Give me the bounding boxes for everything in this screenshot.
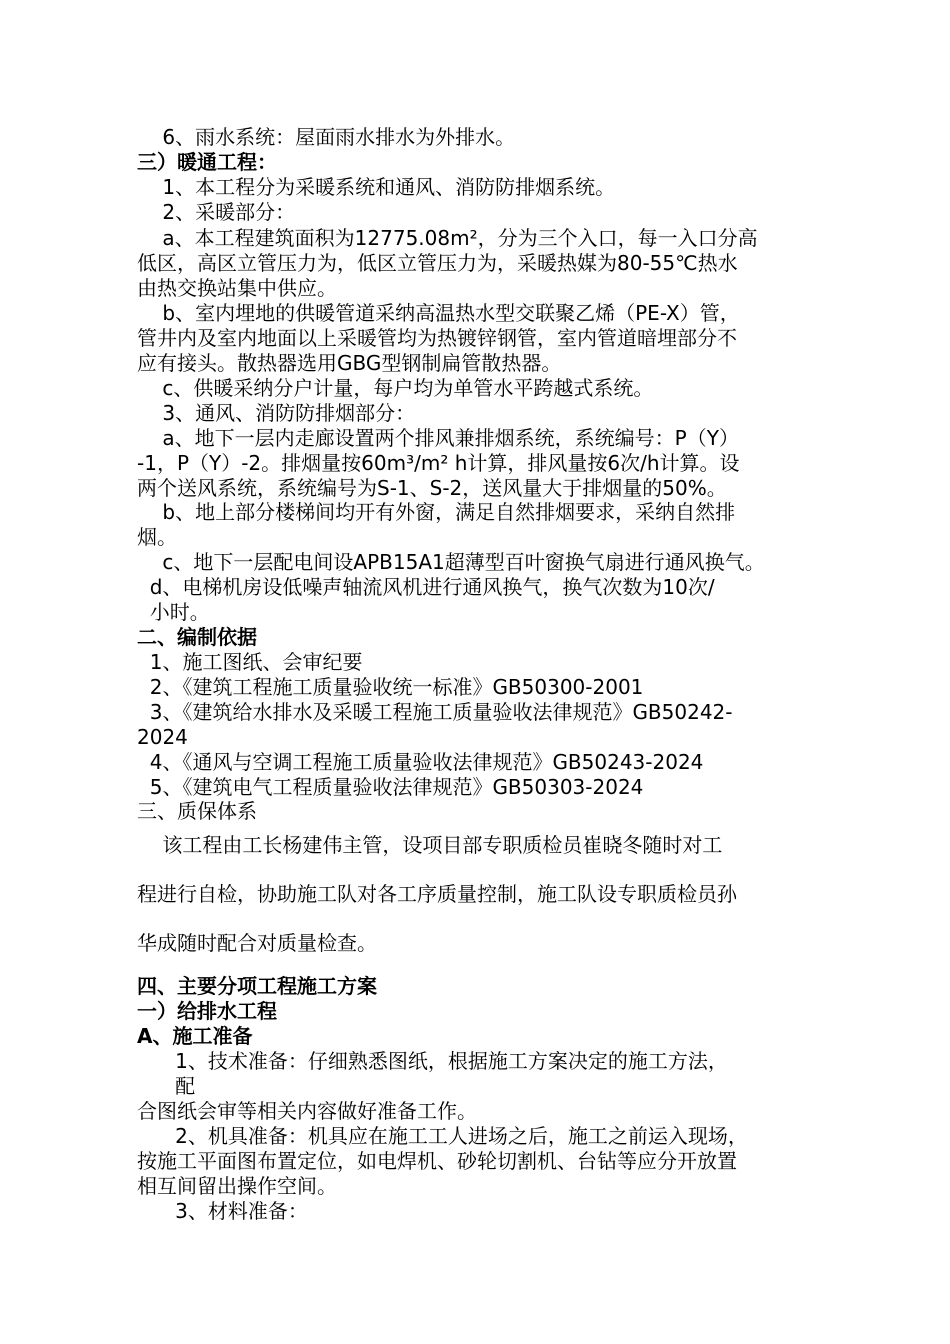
text-line: 1、施工图纸、会审纪要	[137, 650, 363, 674]
text-line: 该工程由工长杨建伟主管，设项目部专职质检员崔晓冬随时对工	[137, 833, 723, 857]
text-line: 按施工平面图布置定位，如电焊机、砂轮切割机、台钻等应分开放置	[137, 1149, 737, 1173]
text-line: 由热交换站集中供应。	[137, 276, 337, 300]
text-line: 1、本工程分为采暖系统和通风、消防防排烟系统。	[137, 175, 616, 199]
text-line: b、室内埋地的供暖管道采纳高温热水型交联聚乙烯（PE-X）管，	[137, 301, 740, 325]
text-line: d、电梯机房设低噪声轴流风机进行通风换气，换气次数为10次/	[137, 575, 715, 599]
text-line: 2、采暖部分：	[137, 200, 296, 224]
text-line: a、本工程建筑面积为12775.08m²，分为三个入口，每一入口分高	[137, 226, 758, 250]
text-line: 程进行自检，协助施工队对各工序质量控制，施工队设专职质检员孙	[137, 882, 737, 906]
text-line: 烟。	[137, 525, 177, 549]
text-line: 4、《通风与空调工程施工质量验收法律规范》GB50243-2024	[137, 750, 704, 774]
text-line: 3、材料准备：	[137, 1199, 308, 1223]
text-line: 3、通风、消防防排烟部分：	[137, 401, 416, 425]
text-line: 6、雨水系统：屋面雨水排水为外排水。	[137, 125, 516, 149]
text-line: 3、《建筑给水排水及采暖工程施工质量验收法律规范》GB50242-	[137, 700, 733, 724]
section-heading: A、施工准备	[137, 1024, 253, 1048]
section-heading: 三、质保体系	[137, 799, 257, 823]
text-line: b、地上部分楼梯间均开有外窗，满足自然排烟要求，采纳自然排	[137, 500, 736, 524]
text-line: 2、机具准备：机具应在施工工人进场之后，施工之前运入现场，	[137, 1124, 748, 1148]
text-line: 低区，高区立管压力为，低区立管压力为，采暖热媒为80-55℃热水	[137, 251, 738, 275]
text-line: 2、《建筑工程施工质量验收统一标准》GB50300-2001	[137, 675, 644, 699]
text-line: 1、技术准备：仔细熟悉图纸，根据施工方案决定的施工方法，	[137, 1049, 728, 1073]
section-heading: 一）给排水工程	[137, 999, 277, 1023]
section-heading: 二、编制依据	[137, 625, 257, 649]
text-line: 管井内及室内地面以上采暖管均为热镀锌钢管，室内管道暗埋部分不	[137, 326, 737, 350]
text-line: 5、《建筑电气工程质量验收法律规范》GB50303-2024	[137, 775, 644, 799]
text-line: 小时。	[137, 600, 210, 624]
section-heading: 三）暖通工程：	[137, 150, 277, 174]
text-line: 配	[137, 1074, 196, 1098]
text-line: c、地下一层配电间设APB15A1超薄型百叶窗换气扇进行通风换气。	[137, 550, 765, 574]
text-line: a、地下一层内走廊设置两个排风兼排烟系统，系统编号：P（Y）	[137, 426, 739, 450]
text-line: 华成随时配合对质量检查。	[137, 931, 377, 955]
text-line: 2024	[137, 725, 188, 749]
text-line: 两个送风系统，系统编号为S-1、S-2，送风量大于排烟量的50%。	[137, 476, 727, 500]
text-line: 合图纸会审等相关内容做好准备工作。	[137, 1099, 477, 1123]
text-line: -1，P（Y）-2。排烟量按60m³/m² h计算，排风量按6次/h计算。设	[137, 451, 740, 475]
text-line: 相互间留出操作空间。	[137, 1174, 337, 1198]
text-line: 应有接头。散热器选用GBG型钢制扁管散热器。	[137, 351, 562, 375]
section-heading: 四、主要分项工程施工方案	[137, 974, 377, 998]
text-line: c、供暖采纳分户计量，每户均为单管水平跨越式系统。	[137, 376, 654, 400]
